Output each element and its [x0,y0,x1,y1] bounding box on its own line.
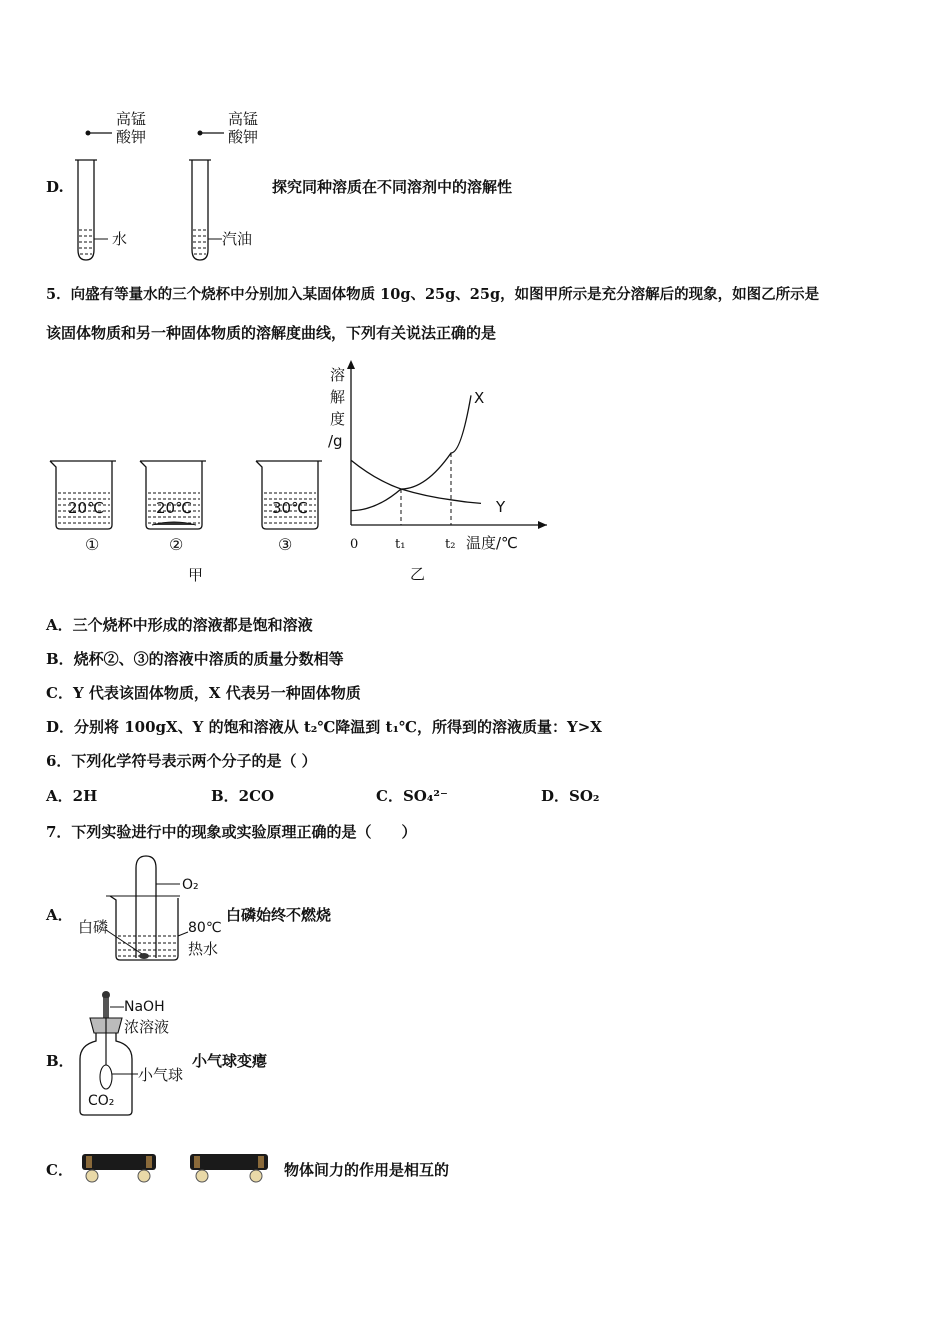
q7-option-b-label: B． [46,1052,74,1070]
q7-option-a-label: A． [46,906,73,924]
x-axis-arrow [538,521,547,529]
q7b-balloon-label: 小气球 [138,1066,184,1084]
chart-ylabel-2: 解 [330,388,346,406]
tube2-top-label-1: 高锰 [228,110,259,128]
q5-option-b: B．烧杯②、③的溶液中溶质的质量分数相等 [46,650,344,668]
series-x-label: X [474,389,485,407]
magnet-carts-figure [78,1148,278,1190]
chart-xlabel: 温度/℃ [466,534,518,552]
q7-option-c-text: 物体间力的作用是相互的 [284,1161,450,1179]
undissolved-solid [152,522,196,525]
q7a-phosphorus-label: 白磷 [78,918,109,936]
q4d-option-label: D. [46,178,64,196]
solubility-chart [320,360,560,560]
chart-ylabel-1: 溶 [330,366,346,384]
y-axis-arrow [347,360,355,369]
beaker-1 [50,461,116,529]
series-y-label: Y [496,498,506,516]
beaker2-number: ② [169,535,184,554]
q5-stem-line2: 该固体物质和另一种固体物质的溶解度曲线，下列有关说法正确的是 [46,324,497,342]
figure-jia-label: 甲 [188,566,204,584]
q6-option-c: C．SO₄²⁻ [376,787,448,805]
q7-stem: 7．下列实验进行中的现象或实验原理正确的是（ ） [46,823,417,841]
q7a-water-temp: 80℃ [188,920,222,936]
q7b-reagent2-label: 浓溶液 [124,1018,170,1036]
q7-option-a-text: 白磷始终不燃烧 [226,906,332,924]
x-tick-0: 0 [350,537,359,552]
solvent-gasoline-label: 汽油 [222,230,253,248]
q7a-water-label: 热水 [188,940,219,958]
chart-ylabel-3: 度 [330,410,346,428]
q7a-gas-label: O₂ [182,877,199,893]
beaker-3 [256,461,322,529]
q7-option-c-label: C． [46,1161,73,1179]
q5-stem-line1: 5．向盛有等量水的三个烧杯中分别加入某固体物质 10g、25g、25g，如图甲所示是充分溶解后的现象，如图乙所示是 [46,286,820,303]
beaker2-temp: 20℃ [156,499,192,517]
q6-stem: 6．下列化学符号表示两个分子的是（ ） [46,752,317,770]
series-x-curve [351,395,471,510]
q4d-text: 探究同种溶质在不同溶剂中的溶解性 [272,178,513,196]
beaker-2 [140,461,206,529]
beaker3-number: ③ [278,535,293,554]
q6-option-a: A．2H [46,787,98,805]
tube1-top-label-1: 高锰 [116,110,147,128]
x-tick-t1: t₁ [395,537,406,552]
q7b-gas-label: CO₂ [88,1093,115,1109]
beaker3-temp: 30℃ [272,499,308,517]
tube1-top-label-2: 酸钾 [116,128,147,146]
chart-ylabel-4: /g [328,432,343,450]
figure-yi-label: 乙 [410,565,426,583]
series-y-curve [351,460,481,503]
q5-option-d: D．分别将 100gX、Y 的饱和溶液从 t₂℃降温到 t₁℃，所得到的溶液质量：Y>X [46,718,602,736]
solvent-water-label: 水 [112,230,128,248]
q5-option-a: A．三个烧杯中形成的溶液都是饱和溶液 [46,616,313,634]
q5-option-c: C．Y 代表该固体物质，X 代表另一种固体物质 [46,684,361,702]
beaker1-temp: 20℃ [68,499,104,517]
beaker1-number: ① [85,535,100,554]
q6-option-d: D．SO₂ [541,787,600,805]
x-tick-t2: t₂ [445,537,456,552]
q6-option-b: B．2CO [211,787,275,805]
tube2-top-label-2: 酸钾 [228,128,259,146]
q7b-reagent-label: NaOH [124,999,165,1015]
q7-option-b-text: 小气球变瘪 [192,1052,268,1070]
